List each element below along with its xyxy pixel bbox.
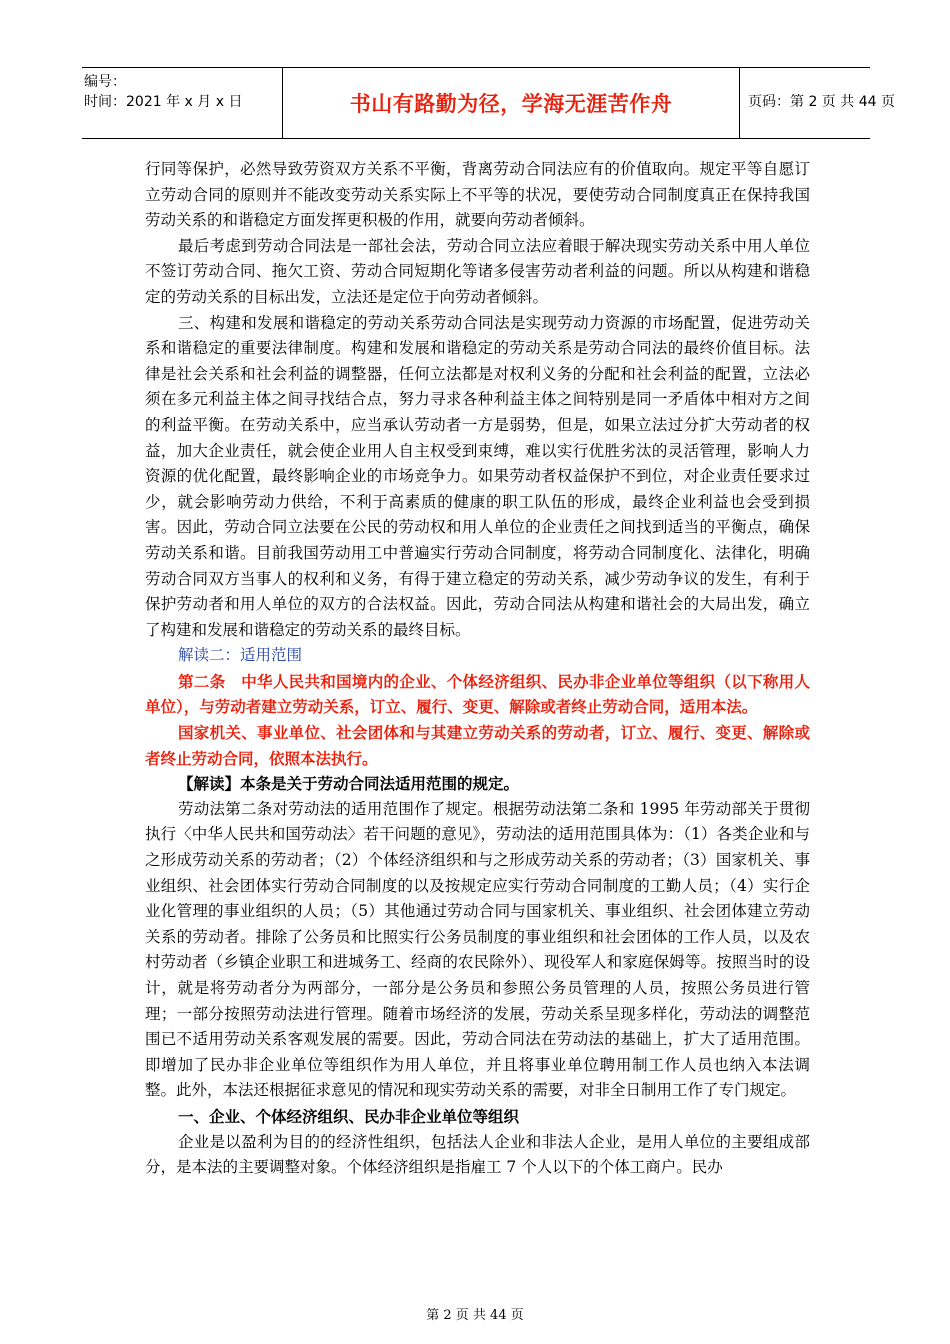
interpretation-summary: 本条是关于劳动合同法适用范围的规定。 (240, 774, 520, 794)
paragraph: 三、构建和发展和谐稳定的劳动关系劳动合同法是实现劳动力资源的市场配置，促进劳动关系和谐稳定的重要法律制度。构建和发展和谐稳定的劳动关系是劳动合同法的最终价值目标。法律是社会关系和社会利益的调整器，任何立法都是对权利义务的分配和社会利益的配置，立法必须在多元利益主体之间寻找结合点，努力寻求各种利益主体之间特别是同一矛盾体中相对方之间的利益平衡。在劳动关系中，应当承认劳动者一方是弱势，但是，如果立法过分扩大劳动者的权益，加大企业责任，就会使企业用人自主权受到束缚，难以实行优胜劣汰的灵活管理，影响人力资源的优化配置，最终影响企业的市场竞争力。如果劳动者权益保护不到位，对企业责任要求过少，就会影响劳动力供给，不利于高素质的健康的职工队伍的形成，最终企业利益也会受到损害。因此，劳动合同立法要在公民的劳动权和用人单位的企业责任之间找到适当的平衡点，确保劳动关系和谐。目前我国劳动用工中普遍实行劳动合同制度，将劳动合同制度化、法律化，明确劳动合同双方当事人的权利和义务，有得于建立稳定的劳动关系，减少劳动争议的发生，有利于保护劳动者和用人单位的双方的合法权益。因此，劳动合同法从构建和谐社会的大局出发，确立了构建和发展和谐稳定的劳动关系的最终目标。 (145, 313, 810, 639)
header-meta (84, 72, 278, 112)
header-motto: 书山有路勤为径，学海无涯苦作舟 (282, 68, 740, 138)
section-heading: 解读二：适用范围 (178, 646, 303, 665)
article-text: 第二条 中华人民共和国境内的企业、个体经济组织、民办非企业单位等组织（以下称用人单位），与劳动者建立劳动关系，订立、履行、变更、解除或者终止劳动合同，适用本法。 (145, 671, 810, 717)
paragraph: 劳动法第二条对劳动法的适用范围作了规定。根据劳动法第二条和 1995 年劳动部关于贯彻执行〈中华人民共和国劳动法〉若干问题的意见》，劳动法的适用范围具体为：（1）各类企业和与之形成劳动关系的劳动者；（2）个体经济组织和与之形成劳动关系的劳动者；（3）国家机关、事业组织、社会团体实行劳动合同制度的以及按规定应实行劳动合同制度的工勤人员；（4）实行企业化管理的事业组织的人员；（5）其他通过劳动合同与国家机关、事业组织、社会团体建立劳动关系的劳动者。排除了公务员和比照实行公务员制度的事业组织和社会团体的工作人员，以及农村劳动者（乡镇企业职工和进城务工、经商的农民除外）、现役军人和家庭保姆等。按照当时的设计，就是将劳动者分为两部分，一部分是公务员和参照公务员管理的人员，按照公务员进行管理；一部分按照劳动法进行管理。随着市场经济的发展，劳动关系呈现多样化，劳动法的调整范围已不适用劳动关系客观发展的需要。因此，劳动合同法在劳动法的基础上，扩大了适用范围。即增加了民办非企业单位等组织作为用人单位，并且将事业单位聘用制工作人员也纳入本法调整。此外，本法还根据征求意见的情况和现实劳动关系的需要，对非全日制用工作了专门规定。 (145, 799, 810, 1100)
paragraph: 企业是以盈利为目的的经济性组织，包括法人企业和非法人企业，是用人单位的主要组成部分，是本法的主要调整对象。个体经济组织是指雇工 7 个人以下的个体工商户。民办 (145, 1132, 810, 1177)
header-page-info: 页码：第 2 页 共 44 页 (748, 94, 895, 110)
document-date: 时间：2021 年 x 月 x 日 (84, 94, 243, 110)
interpretation-line (145, 771, 810, 797)
interpretation-tag: 【解读】 (178, 774, 241, 794)
page-header (82, 67, 895, 139)
article-text: 国家机关、事业单位、社会团体和与其建立劳动关系的劳动者，订立、履行、变更、解除或者终止劳动合同，依照本法执行。 (145, 723, 810, 768)
subsection-heading: 一、企业、个体经济组织、民办非企业单位等组织 (178, 1106, 520, 1126)
paragraph: 行同等保护，必然导致劳资双方关系不平衡，背离劳动合同法应有的价值取向。规定平等自愿订立劳动合同的原则并不能改变劳动关系实际上不平等的状况，要使劳动合同制度真正在保持我国劳动关系的和谐稳定方面发挥更积极的作用，就要向劳动者倾斜。 (145, 160, 810, 230)
document-number-label: 编号： (84, 74, 126, 90)
document-body (145, 157, 810, 1181)
paragraph: 最后考虑到劳动合同法是一部社会法，劳动合同立法应着眼于解决现实劳动关系中用人单位不签订劳动合同、拖欠工资、劳动合同短期化等诸多侵害劳动者利益的问题。所以从构建和谐稳定的劳动关系的目标出发，立法还是定位于向劳动者倾斜。 (145, 236, 810, 306)
page-footer: 第 2 页 共 44 页 (426, 1308, 524, 1323)
